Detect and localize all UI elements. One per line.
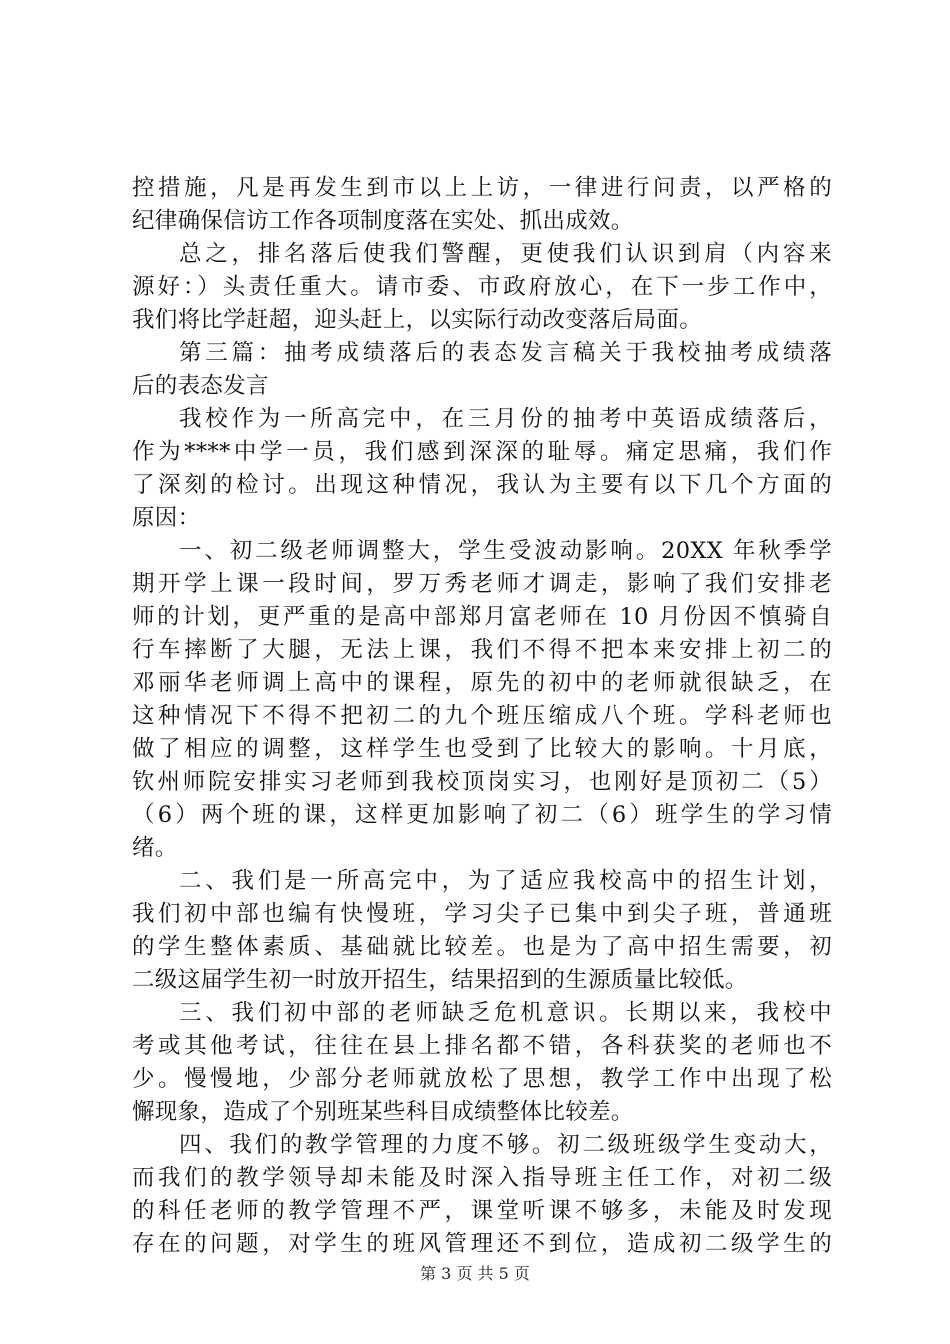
text-line: 第三篇：抽考成绩落后的表态发言稿关于我校抽考成绩落	[179, 340, 832, 366]
text-line: 期开学上课一段时间，罗万秀老师才调走，影响了我们安排老	[132, 571, 832, 597]
text-line: 一、初二级老师调整大，学生受波动影响。20XX 年秋季学	[179, 538, 832, 564]
text-line: 的学生整体素质、基础就比较差。也是为了高中招生需要，初	[132, 934, 832, 960]
text-line: 了深刻的检讨。出现这种情况，我认为主要有以下几个方面的	[132, 472, 832, 498]
text-line: 做了相应的调整，这样学生也受到了比较大的影响。十月底，	[132, 736, 832, 762]
text-line: 我们初中部也编有快慢班，学习尖子已集中到尖子班，普通班	[132, 901, 832, 927]
text-line: 纪律确保信访工作各项制度落在实处、抓出成效。	[132, 208, 634, 234]
text-line: 源好：）头责任重大。请市委、市政府放心，在下一步工作中，	[132, 274, 832, 300]
text-line: 总之，排名落后使我们警醒，更使我们认识到肩（内容来	[179, 241, 832, 267]
text-line: 存在的问题，对学生的班风管理还不到位，造成初二级学生的	[132, 1231, 832, 1257]
document-body	[132, 172, 832, 1261]
text-line: 后的表态发言	[132, 373, 269, 399]
text-line: 控措施，凡是再发生到市以上上访，一律进行问责，以严格的	[132, 175, 832, 201]
text-line: 而我们的教学领导却未能及时深入指导班主任工作，对初二级	[132, 1165, 832, 1191]
text-line: （6）两个班的课，这样更加影响了初二（6）班学生的学习情	[132, 802, 832, 828]
text-line: 四、我们的教学管理的力度不够。初二级班级学生变动大，	[179, 1132, 832, 1158]
text-line: 师的计划，更严重的是高中部郑月富老师在 10 月份因不慎骑自	[132, 604, 832, 630]
text-line: 二、我们是一所高完中，为了适应我校高中的招生计划，	[179, 868, 832, 894]
text-line: 钦州师院安排实习老师到我校顶岗实习，也刚好是顶初二（5）	[132, 769, 832, 795]
text-line: 二级这届学生初一时放开招生，结果招到的生源质量比较低。	[132, 967, 748, 993]
text-line: 邓丽华老师调上高中的课程，原先的初中的老师就很缺乏，在	[132, 670, 832, 696]
text-line: 少。慢慢地，少部分老师就放松了思想，教学工作中出现了松	[132, 1066, 832, 1092]
page-footer: 第 3 页 共 5 页	[420, 1264, 530, 1283]
text-line: 这种情况下不得不把初二的九个班压缩成八个班。学科老师也	[132, 703, 832, 729]
text-line: 作为****中学一员，我们感到深深的耻辱。痛定思痛，我们作	[132, 439, 832, 465]
text-line: 我校作为一所高完中，在三月份的抽考中英语成绩落后，	[179, 406, 832, 432]
text-line: 的科任老师的教学管理不严，课堂听课不够多，未能及时发现	[132, 1198, 832, 1224]
text-line: 我们将比学赶超，迎头赶上，以实际行动改变落后局面。	[132, 307, 703, 333]
text-line: 考或其他考试，往往在县上排名都不错，各科获奖的老师也不	[132, 1033, 832, 1059]
text-line: 原因：	[132, 505, 201, 531]
text-line: 三、我们初中部的老师缺乏危机意识。长期以来，我校中	[179, 1000, 832, 1026]
text-line: 行车摔断了大腿，无法上课，我们不得不把本来安排上初二的	[132, 637, 832, 663]
text-line: 绪。	[132, 835, 178, 861]
text-line: 懈现象，造成了个别班某些科目成绩整体比较差。	[132, 1099, 634, 1125]
